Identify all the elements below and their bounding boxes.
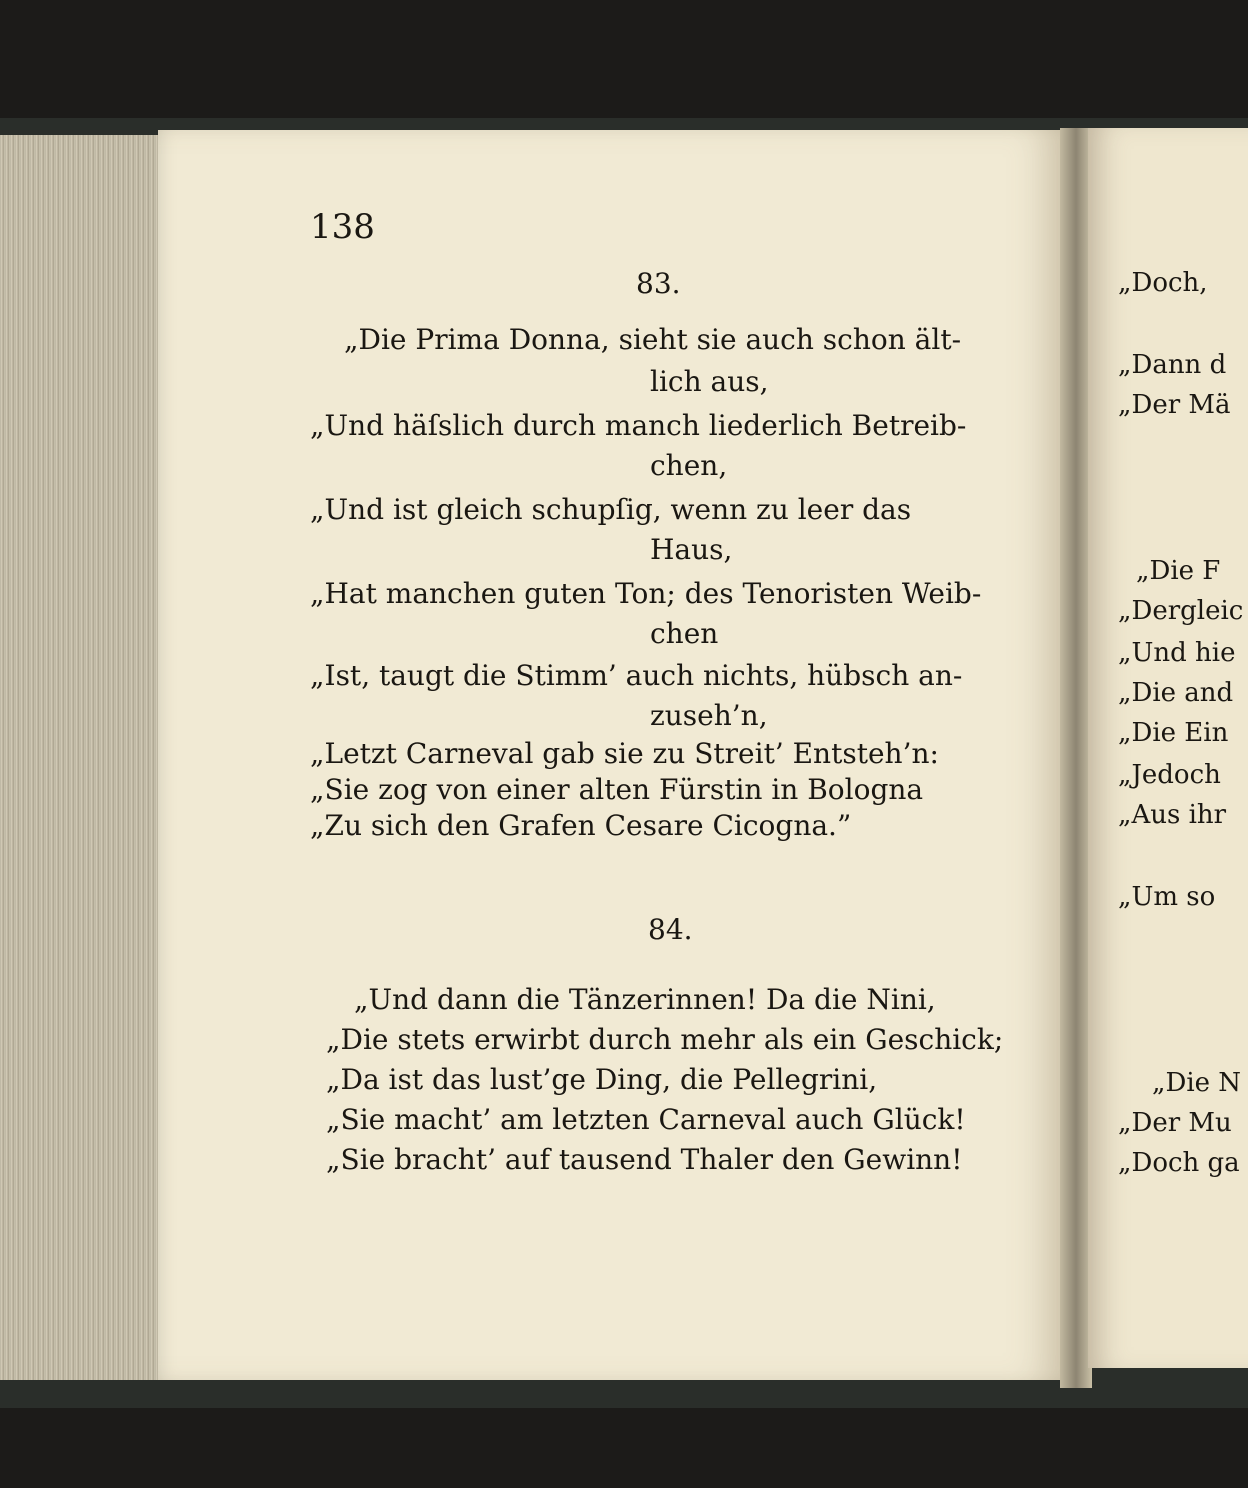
verse-line: zuseh’n, (650, 699, 768, 732)
verse-line: „Die stets erwirbt durch mehr als ein Geschick; (326, 1023, 1004, 1056)
verse-line: „Und hie (1118, 638, 1236, 668)
verse-line: „Sie zog von einer alten Fürstin in Bologna (310, 773, 924, 806)
verse-line: „Die Prima Donna, sieht sie auch schon ält- (344, 323, 962, 356)
verse-line: „Hat manchen guten Ton; des Tenoristen Weib- (310, 577, 982, 610)
verse-line: „Letzt Carneval gab sie zu Streit’ Entsteh’n: (310, 737, 939, 770)
verse-line: „Die Ein (1118, 718, 1229, 748)
verse-line: „Die and (1118, 678, 1234, 708)
verse-line: „Doch, (1118, 268, 1208, 298)
verse-line: „Und ist gleich schupſig, wenn zu leer das (310, 493, 912, 526)
verse-line: chen (650, 617, 719, 650)
verse-line: „Der Mu (1118, 1108, 1232, 1138)
stanza-number-83: 83. (636, 267, 681, 300)
verse-line: „Um so (1118, 882, 1216, 912)
page-number: 138 (310, 207, 375, 247)
verse-line: „Sie macht’ am letzten Carneval auch Glück! (326, 1103, 966, 1136)
verse-line: „Die N (1152, 1068, 1242, 1098)
verse-line: „Ist, taugt die Stimm’ auch nichts, hübsch an- (310, 659, 963, 692)
verse-line: Haus, (650, 533, 733, 566)
verse-line: „Und dann die Tänzerinnen! Da die Nini, (354, 983, 936, 1016)
verse-line: „Aus ihr (1118, 800, 1227, 830)
verse-line: „Dann d (1118, 350, 1227, 380)
verse-line: „Sie bracht’ auf tausend Thaler den Gewinn! (326, 1143, 963, 1176)
right-page (1088, 128, 1248, 1368)
verse-line: chen, (650, 449, 728, 482)
left-page (158, 130, 1070, 1380)
verse-line: „Doch ga (1118, 1148, 1240, 1178)
verse-line: „Zu sich den Grafen Cesare Cicogna.” (310, 809, 852, 842)
verse-line: „Die F (1136, 556, 1221, 586)
verse-line: „Da ist das lust’ge Ding, die Pellegrini, (326, 1063, 878, 1096)
verse-line: lich aus, (650, 365, 769, 398)
verse-line: „Dergleic (1118, 596, 1244, 626)
verse-line: „Der Mä (1118, 390, 1231, 420)
stanza-number-84: 84. (648, 913, 693, 946)
verse-line: „Jedoch (1118, 760, 1221, 790)
verse-line: „Und häſslich durch manch liederlich Betreib- (310, 409, 967, 442)
page-edges (0, 135, 162, 1380)
